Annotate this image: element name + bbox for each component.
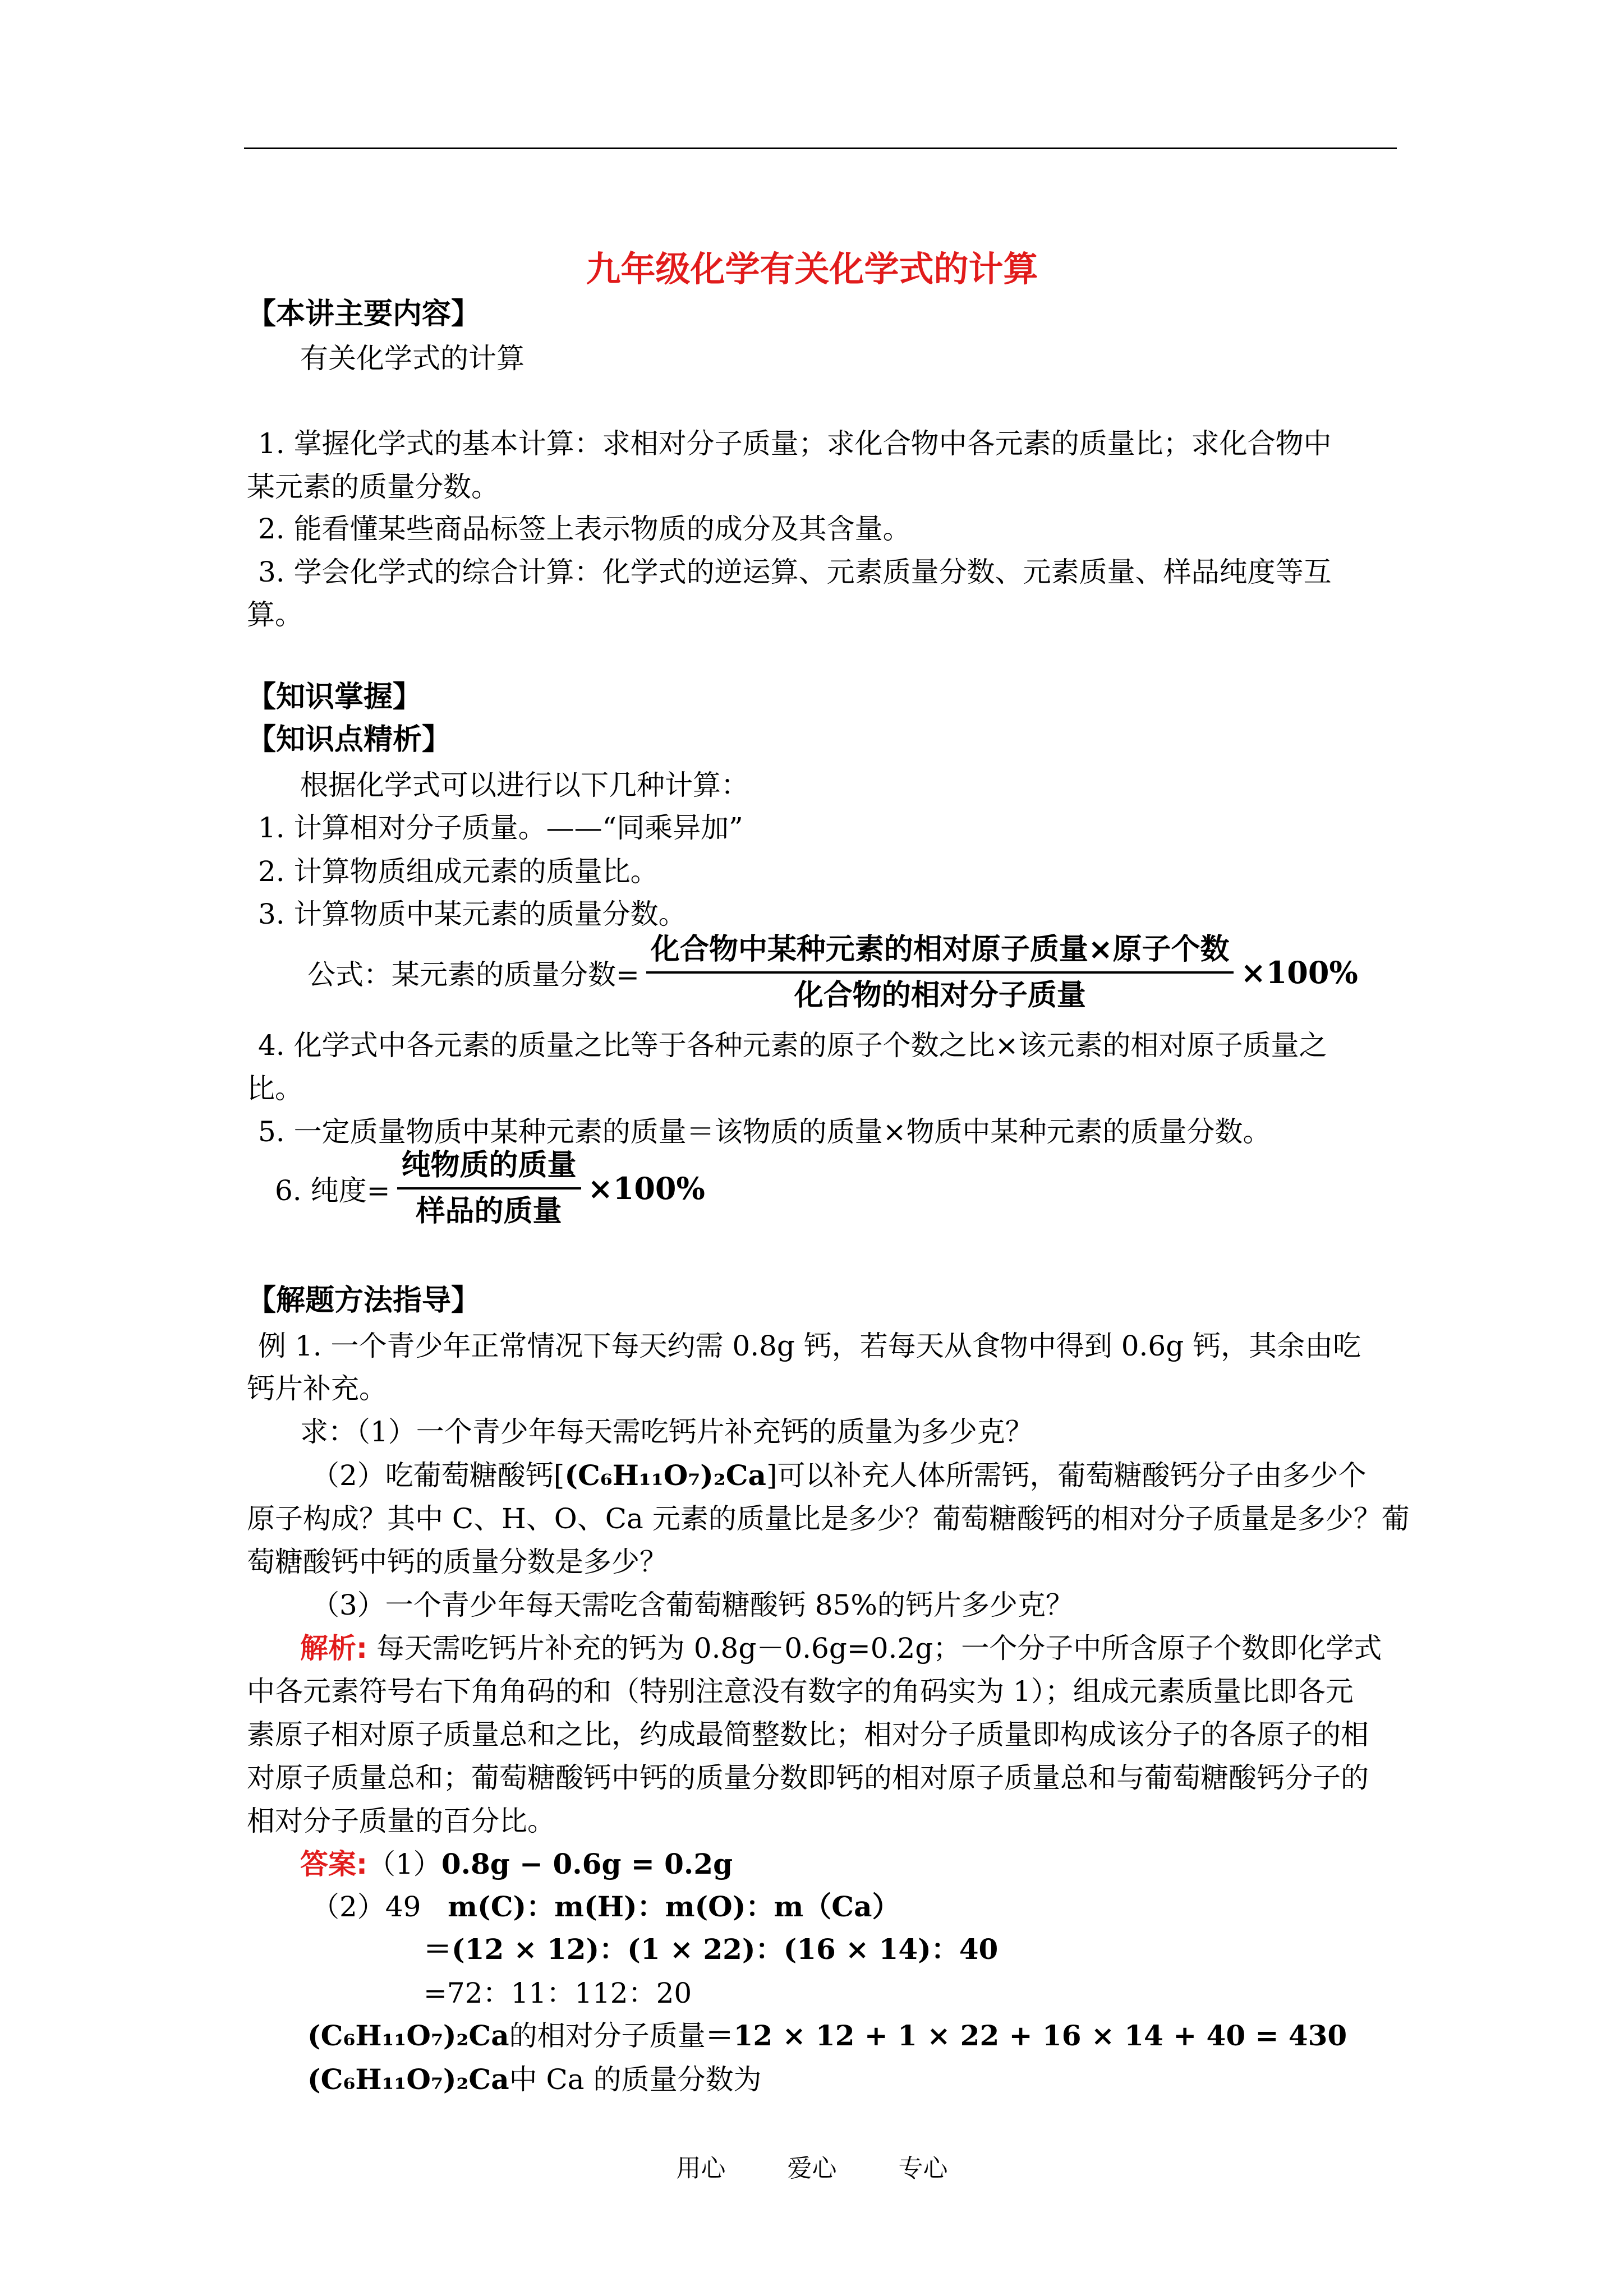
question-3: （3）一个青少年每天需吃含葡萄糖酸钙 85%的钙片多少克？ [311, 1589, 1074, 1621]
gluconate-formula: (C₆H₁₁O₇)₂Ca [564, 1459, 766, 1492]
knowledge-item-2: 2. 计算物质组成元素的质量比。 [258, 855, 659, 888]
analysis-line-4: 对原子质量总和；葡萄糖酸钙中钙的质量分数即钙的相对原子质量总和与葡萄糖酸钙分子的 [247, 1762, 1369, 1794]
question-1: 求：（1）一个青少年每天需吃钙片补充钙的质量为多少克？ [300, 1416, 1033, 1448]
knowledge-intro: 根据化学式可以进行以下几种计算： [300, 769, 749, 801]
answer-label: 答案: [300, 1848, 367, 1880]
answer-5-calc: ＝12 × 12 + 1 × 22 + 16 × 14 + 40 = 430 [705, 2019, 1347, 2052]
analysis-line-5: 相对分子质量的百分比。 [247, 1805, 555, 1837]
question-2-post: ]可以补充人体所需钙，葡萄糖酸钙分子由多少个 [766, 1459, 1367, 1492]
section-heading-main-content: 【本讲主要内容】 [247, 297, 481, 331]
answer-line-1 [300, 1844, 733, 1884]
purity-fraction [397, 1147, 581, 1230]
mass-fraction-formula [307, 931, 1358, 1014]
answer-line-4: =72：11：112：20 [424, 1977, 692, 2009]
example-1-cont: 钙片补充。 [247, 1372, 387, 1405]
objective-2: 2. 能看懂某些商品标签上表示物质的成分及其含量。 [258, 513, 911, 545]
objective-3: 3. 学会化学式的综合计算：化学式的逆运算、元素质量分数、元素质量、样品纯度等互 [258, 556, 1332, 588]
page-footer [0, 2148, 1624, 2184]
answer-line-3: ＝(12 × 12)：(1 × 22)：(16 × 14)：40 [424, 1933, 999, 1966]
purity-prefix: 6. 纯度= [275, 1174, 390, 1207]
question-2 [311, 1455, 1366, 1496]
answer-5-formula: (C₆H₁₁O₇)₂Ca [307, 2019, 509, 2052]
analysis-label: 解析: [300, 1632, 367, 1665]
formula-denominator: 化合物的相对分子质量 [794, 979, 1086, 1012]
analysis-line-1 [300, 1628, 1382, 1668]
answer-6-post: 中 Ca 的质量分数为 [509, 2063, 762, 2096]
objective-1: 1. 掌握化学式的基本计算：求相对分子质量；求化合物中各元素的质量比；求化合物中 [258, 427, 1332, 460]
question-2-pre: （2）吃葡萄糖酸钙[ [311, 1459, 565, 1492]
knowledge-item-4-cont: 比。 [247, 1072, 303, 1105]
answer-2-prefix: （2）49 [311, 1891, 421, 1923]
knowledge-item-5: 5. 一定质量物质中某种元素的质量＝该物质的质量×物质中某种元素的质量分数。 [258, 1115, 1271, 1148]
purity-formula [275, 1147, 705, 1230]
knowledge-item-3: 3. 计算物质中某元素的质量分数。 [258, 898, 687, 930]
page-title: 九年级化学有关化学式的计算 [586, 248, 1038, 289]
example-1: 例 1. 一个青少年正常情况下每天约需 0.8g 钙，若每天从食物中得到 0.6g 钙，其余由吃 [258, 1330, 1361, 1362]
section-heading-analysis: 【知识点精析】 [247, 723, 452, 757]
header-rule [244, 147, 1397, 149]
question-2-cont-2: 萄糖酸钙中钙的质量分数是多少？ [247, 1546, 668, 1578]
section-subtitle: 有关化学式的计算 [300, 342, 525, 375]
analysis-line-3: 素原子相对原子质量总和之比，约成最简整数比；相对分子质量即构成该分子的各原子的相 [247, 1718, 1369, 1751]
objective-1-cont: 某元素的质量分数。 [247, 471, 499, 503]
analysis-line-2: 中各元素符号右下角角码的和（特别注意没有数字的角码实为 1）；组成元素质量比即各元 [247, 1675, 1354, 1708]
answer-line-5 [307, 2016, 1347, 2056]
answer-line-2 [311, 1887, 900, 1927]
purity-numerator: 纯物质的质量 [397, 1147, 581, 1190]
answer-5-mid: 的相对分子质量 [509, 2020, 706, 2052]
formula-prefix: 公式：某元素的质量分数= [307, 958, 640, 991]
answer-line-6 [307, 2059, 761, 2100]
knowledge-item-1: 1. 计算相对分子质量。——“同乘异加” [258, 812, 743, 844]
formula-suffix: ×100% [1240, 955, 1358, 990]
answer-6-formula: (C₆H₁₁O₇)₂Ca [307, 2063, 509, 2096]
analysis-text-1: 每天需吃钙片补充的钙为 0.8g－0.6g=0.2g；一个分子中所含原子个数即化学式 [376, 1632, 1382, 1665]
formula-numerator: 化合物中某种元素的相对原子质量×原子个数 [646, 931, 1234, 974]
answer-2-ratio: m(C)：m(H)：m(O)：m（Ca） [448, 1890, 900, 1923]
section-heading-method: 【解题方法指导】 [247, 1284, 481, 1317]
knowledge-item-4: 4. 化学式中各元素的质量之比等于各种元素的原子个数之比×该元素的相对原子质量之 [258, 1029, 1327, 1062]
answer-1-value: 0.8g − 0.6g = 0.2g [441, 1847, 733, 1880]
footer-word-1: 用心 [676, 2154, 726, 2183]
footer-word-2: 爱心 [787, 2154, 837, 2183]
objective-3-cont: 算。 [247, 598, 303, 631]
purity-suffix: ×100% [587, 1170, 705, 1206]
formula-fraction [646, 931, 1234, 1014]
question-2-cont: 原子构成？其中 C、H、O、Ca 元素的质量比是多少？葡萄糖酸钙的相对分子质量是多少？葡 [247, 1502, 1410, 1535]
purity-denominator: 样品的质量 [416, 1195, 562, 1228]
answer-1-prefix: （1） [367, 1848, 441, 1880]
footer-word-3: 专心 [898, 2154, 948, 2183]
section-heading-knowledge: 【知识掌握】 [247, 680, 422, 714]
